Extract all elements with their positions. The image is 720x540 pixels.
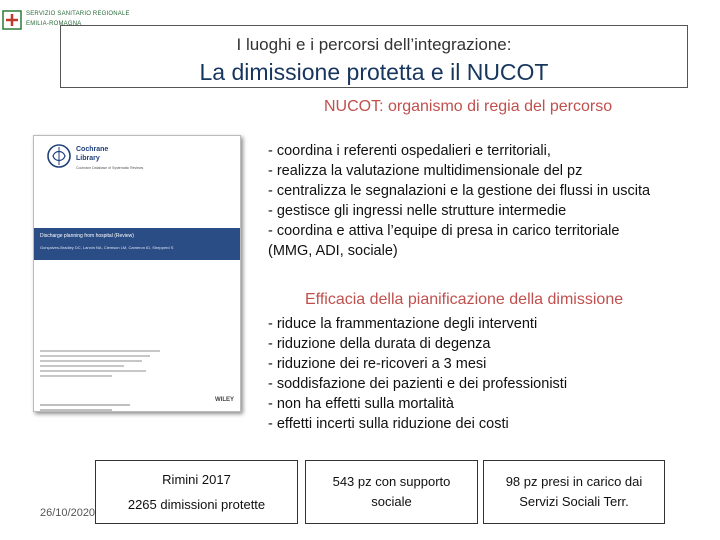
cover-title-band (34, 228, 240, 260)
publisher-logo: WILEY (215, 397, 234, 403)
cochrane-review-cover (33, 135, 241, 412)
list-item: - riduzione dei re-ricoveri a 3 mesi (268, 356, 487, 372)
rimini-label: Rimini 2017 (162, 472, 231, 487)
list-item: - gestisce gli ingressi nelle strutture intermedie (268, 203, 567, 219)
efficacia-heading: Efficacia della pianificazione della dimissione (305, 291, 624, 308)
social-stat-line1: 543 pz con supporto (332, 474, 451, 489)
social-support-stat-box (305, 460, 478, 524)
review-authors: Gonçalves-Bradley DC, Lannin NA, Clemson LM, Cameron ID, Shepperd S (40, 245, 174, 250)
nucot-list (268, 141, 704, 261)
services-stat-line1: 98 pz presi in carico dai (505, 474, 643, 489)
rimini-stat-box (95, 460, 298, 524)
logo-text-line1: SERVIZIO SANITARIO REGIONALE (26, 11, 130, 17)
cover-copyright-lines (40, 404, 130, 412)
slide-date: 26/10/2020 (40, 507, 96, 519)
nucot-heading: NUCOT: organismo di regia del percorso (324, 98, 613, 115)
cochrane-logo-icon (47, 144, 71, 168)
cover-text-lines (40, 350, 160, 380)
list-item: - centralizza le segnalazioni e la gestione dei flussi in uscita (268, 183, 651, 199)
slide-subtitle: I luoghi e i percorsi dell’integrazione: (236, 35, 512, 54)
slide-title: La dimissione protetta e il NUCOT (199, 59, 549, 85)
list-item: - coordina e attiva l’equipe di presa in carico territoriale (268, 223, 620, 239)
slide-title-box (60, 25, 688, 88)
brand-line1: Cochrane (76, 146, 109, 153)
social-stat-line2: sociale (371, 494, 412, 509)
list-item: - non ha effetti sulla mortalità (268, 396, 454, 412)
social-services-stat-box (483, 460, 665, 524)
list-item: (MMG, ADI, sociale) (268, 243, 398, 259)
cochrane-brand (76, 145, 108, 163)
list-item: - effetti incerti sulla riduzione dei costi (268, 416, 509, 432)
efficacia-list (268, 314, 688, 434)
logo-text-line2: EMILIA-ROMAGNA (26, 21, 82, 27)
list-item: - riduce la frammentazione degli interventi (268, 316, 538, 332)
list-item: - coordina i referenti ospedalieri e territoriali, (268, 143, 551, 159)
rimini-value: 2265 dimissioni protette (127, 497, 266, 512)
cochrane-tagline: Cochrane Database of Systematic Reviews (76, 166, 144, 170)
cover-header (34, 136, 240, 228)
brand-line2: Library (76, 155, 100, 162)
list-item: - soddisfazione dei pazienti e dei professionisti (268, 376, 568, 392)
regional-emblem-icon (2, 10, 22, 30)
review-title: Discharge planning from hospital (Review) (40, 233, 134, 239)
list-item: - riduzione della durata di degenza (268, 336, 491, 352)
services-stat-line2: Servizi Sociali Terr. (519, 494, 629, 509)
list-item: - realizza la valutazione multidimensionale del pz (268, 163, 583, 179)
